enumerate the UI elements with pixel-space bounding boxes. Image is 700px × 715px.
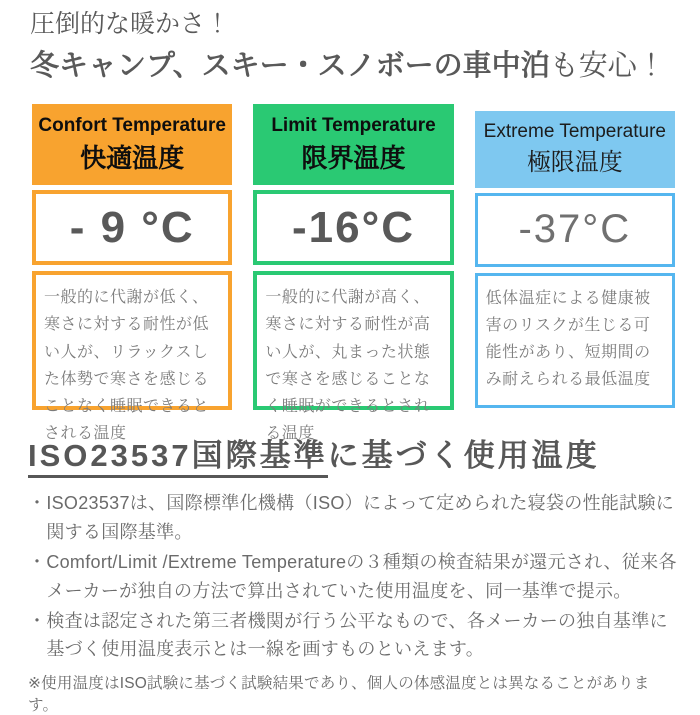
bullet-item: [28, 548, 678, 606]
limit-temperature-card: [253, 104, 453, 443]
limit-label-en: Limit Temperature: [271, 115, 436, 136]
extreme-description: 低体温症による健康被害のリスクが生じる可能性があり、短期間のみ耐えられる最低温度: [475, 273, 675, 408]
extreme-temperature-card: [475, 104, 675, 408]
headline-line1: 圧倒的な暖かさ！: [30, 10, 231, 38]
comfort-label-en: Confort Temperature: [38, 115, 226, 136]
bullet-item: [28, 489, 678, 547]
comfort-label-ja: 快適温度: [80, 142, 185, 173]
bullet-item: [28, 607, 678, 665]
limit-card-header: [253, 104, 453, 185]
headline-line2-bold: 冬キャンプ、スキー・スノボーの車中泊: [30, 49, 550, 82]
comfort-temperature-box: [32, 190, 232, 265]
extreme-temperature-box: [475, 193, 675, 267]
comfort-description: 一般的に代謝が低く、寒さに対する耐性が低い人が、リラックスした体勢で寒さを感じることなく睡眠できるとされる温度: [32, 271, 232, 410]
footnote: ※使用温度はISO試験に基づく試験結果であり、個人の体感温度とは異なることがあります。: [28, 675, 650, 715]
iso-bullet-list: [28, 489, 678, 664]
comfort-temperature-card: [32, 104, 232, 443]
headline-line2-regular: も安心！: [549, 49, 666, 82]
bullet-marker: ・: [28, 552, 47, 573]
bullet-text: ISO23537は、国際標準化機構（ISO）によって定められた寝袋の性能試験に関する国際基準。: [46, 493, 675, 543]
iso-section: [0, 436, 700, 715]
extreme-label-en: Extreme Temperature: [483, 121, 666, 142]
limit-label-ja: 限界温度: [301, 142, 406, 173]
limit-temperature-value: -16°C: [292, 202, 415, 252]
bullet-marker: ・: [28, 610, 47, 631]
bullet-text: Comfort/Limit /Extreme Temperatureの３種類の検査結果が還元され、従来各メーカーが独自の方法で算出されていた使用温度を、同一基準で提示。: [46, 552, 677, 601]
extreme-card-header: [475, 111, 675, 188]
limit-description: 一般的に代謝が高く、寒さに対する耐性が高い人が、丸まった状態で寒さを感じることなく睡眠ができるとされる温度: [253, 271, 453, 410]
bullet-marker: ・: [28, 493, 47, 514]
temperature-cards: [0, 104, 700, 443]
bullet-text: 検査は認定された第三者機関が行う公平なもので、各メーカーの独自基準に基づく使用温度表示とは一線を画すものといえます。: [46, 610, 668, 660]
iso-heading-rest: に基づく使用温度: [327, 438, 600, 474]
headline-line2: [30, 48, 680, 86]
iso-heading-underlined: ISO23537国際基準: [28, 438, 328, 478]
page-title: [0, 0, 700, 90]
limit-temperature-box: [253, 190, 453, 265]
extreme-label-ja: 極限温度: [526, 148, 623, 176]
comfort-temperature-value: - 9 °C: [69, 202, 195, 252]
extreme-temperature-value: -37°C: [518, 207, 632, 252]
iso-heading: [28, 436, 678, 476]
comfort-card-header: [32, 104, 232, 185]
